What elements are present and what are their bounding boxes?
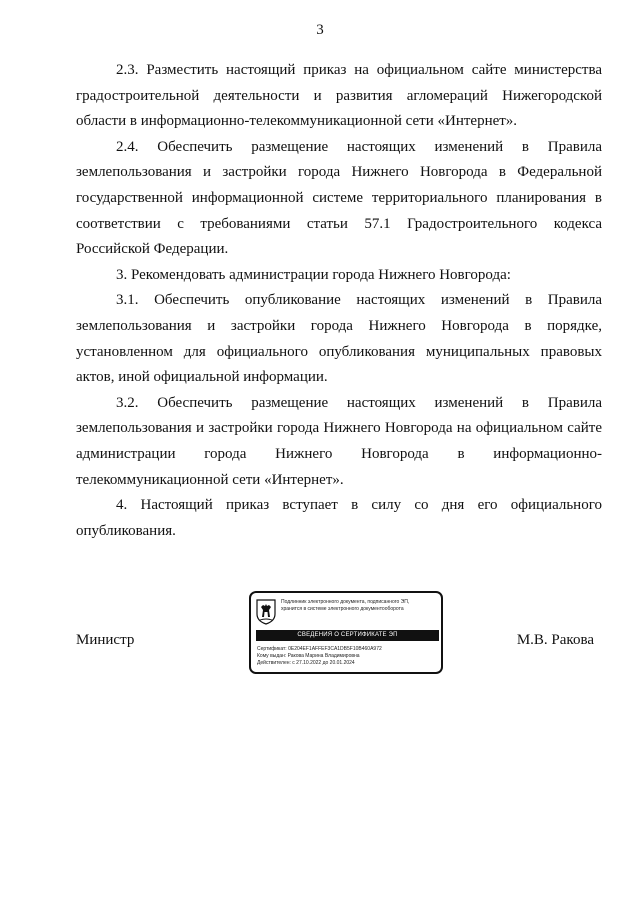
coat-of-arms-icon: [256, 599, 276, 625]
page-number: 3: [316, 22, 324, 38]
document-body: [76, 58, 602, 544]
paragraph-3-1: 3.1. Обеспечить опубликование настоящих изменений в Правила землепользования и застройки города Нижнего Новгорода в порядке, установленном для официального опубликования муниципальных правовых актов, иной официальной информации.: [76, 292, 602, 386]
electronic-signature-stamp: [249, 591, 443, 674]
stamp-header-line: хранится в системе электронного документооборота: [281, 606, 404, 612]
stamp-owner: Кому выдан: Ракова Марина Владимировна: [257, 653, 360, 659]
paragraph-3: 3. Рекомендовать администрации города Нижнего Новгорода:: [116, 266, 511, 283]
stamp-title-bar: СВЕДЕНИЯ О СЕРТИФИКАТЕ ЭП: [256, 630, 439, 641]
stamp-certificate: Сертификат: 0E204EF1AFFEF3CA1DB5F10B460A972: [257, 646, 382, 652]
stamp-details: [257, 646, 441, 667]
paragraph-2-4: 2.4. Обеспечить размещение настоящих изменений в Правила землепользования и застройки города Нижнего Новгорода в Федеральной государственной информационной системе территориального планирования в соответствии с требованиями статьи 57.1 Градостроительного кодекса Российской Федерации.: [76, 138, 602, 258]
paragraph-2-3: 2.3. Разместить настоящий приказ на официальном сайте министерства градостроительной деятельности и развития агломераций Нижегородской области в информационно-телекоммуникационной сети «Интернет».: [76, 62, 602, 130]
signer-name: М.В. Ракова: [516, 632, 594, 648]
paragraph-3-2: 3.2. Обеспечить размещение настоящих изменений в Правила землепользования и застройки города Нижнего Новгорода на официальном сайте администрации города Нижнего Новгорода в информационно-телекоммуникационной сети «Интернет».: [76, 394, 602, 488]
stamp-validity: Действителен: с 27.10.2022 до 20.01.2024: [257, 660, 355, 666]
stamp-header: [281, 599, 441, 613]
stamp-header-line: Подлинник электронного документа, подписанного ЭП,: [281, 599, 410, 605]
paragraph-4: 4. Настоящий приказ вступает в силу со дня его официального опубликования.: [76, 497, 602, 539]
signer-title: Министр: [76, 632, 135, 648]
